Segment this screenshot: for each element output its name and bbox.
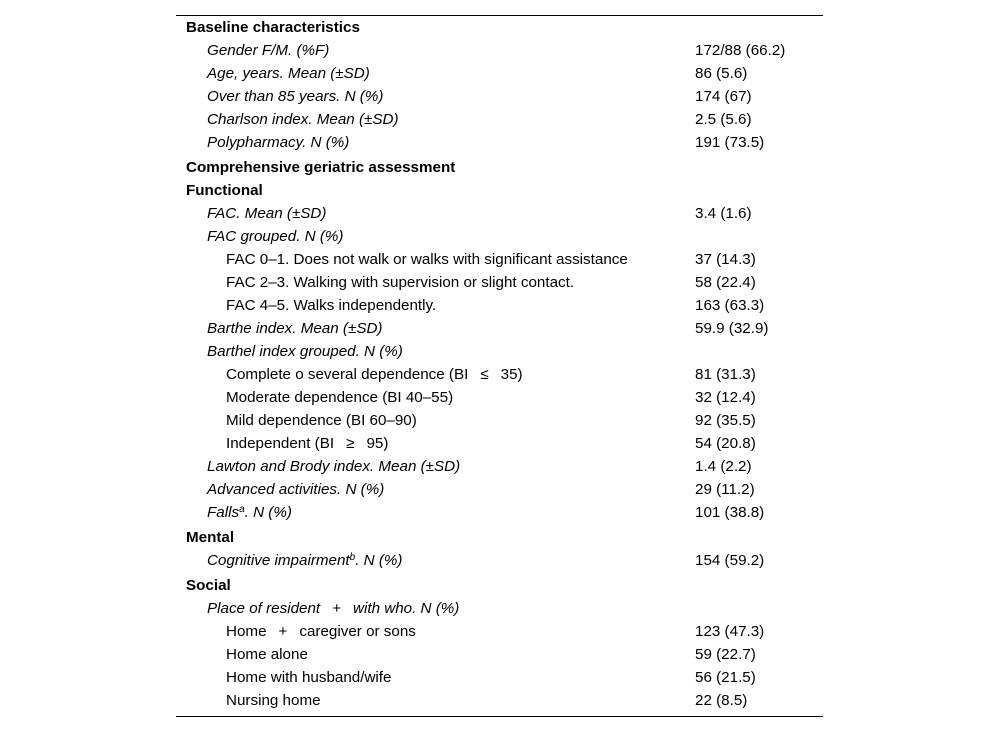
- row-label: FAC. Mean (±SD): [207, 205, 327, 222]
- row-value: 29 (11.2): [695, 481, 755, 498]
- row-label: [226, 620, 416, 643]
- row-label-text: Complete o several dependence (BI: [226, 366, 469, 383]
- table-row: [176, 643, 823, 666]
- row-label: [207, 501, 292, 524]
- row-label-text: 95): [366, 435, 389, 452]
- row-value: 154 (59.2): [695, 552, 765, 569]
- table-row: [176, 271, 823, 294]
- row-label: Nursing home: [226, 692, 321, 709]
- row-value: 81 (31.3): [695, 366, 756, 383]
- row-value: 174 (67): [695, 88, 752, 105]
- table-row: [176, 386, 823, 409]
- row-label: [226, 363, 523, 386]
- footnote-marker: a: [239, 504, 245, 515]
- row-value: 59 (22.7): [695, 646, 756, 663]
- row-label: Baseline characteristics: [186, 19, 360, 36]
- table-row: [176, 409, 823, 432]
- table-row: [176, 202, 823, 225]
- table-row: [176, 317, 823, 340]
- row-label-text: . N (%): [355, 552, 403, 569]
- row-value: 32 (12.4): [695, 389, 756, 406]
- characteristics-table: [176, 15, 823, 717]
- row-label: FAC 4–5. Walks independently.: [226, 297, 437, 314]
- row-value: 22 (8.5): [695, 692, 748, 709]
- row-value: 101 (38.8): [695, 504, 765, 521]
- table-row: [176, 85, 823, 108]
- row-value: 86 (5.6): [695, 65, 748, 82]
- row-label: Polypharmacy. N (%): [207, 134, 350, 151]
- table-row: [176, 432, 823, 455]
- row-label: [207, 597, 459, 620]
- row-label: [226, 432, 388, 455]
- section-header-row: [176, 156, 823, 179]
- table-row: [176, 225, 823, 248]
- table-row: [176, 478, 823, 501]
- row-value: 37 (14.3): [695, 251, 756, 268]
- section-header-row: [176, 16, 823, 39]
- row-value: 172/88 (66.2): [695, 42, 786, 59]
- row-label: Home with husband/wife: [226, 669, 392, 686]
- row-value: 58 (22.4): [695, 274, 756, 291]
- row-value: 163 (63.3): [695, 297, 765, 314]
- row-label-text: 35): [500, 366, 523, 383]
- footnote-marker: b: [349, 552, 356, 563]
- math-symbol: +: [332, 600, 342, 617]
- table-row: [176, 340, 823, 363]
- row-label: FAC 0–1. Does not walk or walks with significant assistance: [226, 251, 628, 268]
- row-label: FAC 2–3. Walking with supervision or slight contact.: [226, 274, 575, 291]
- table-row: [176, 455, 823, 478]
- table-row: [176, 62, 823, 85]
- row-label: FAC grouped. N (%): [207, 228, 344, 245]
- table-row: [176, 131, 823, 154]
- row-label: Age, years. Mean (±SD): [207, 65, 370, 82]
- row-label: Comprehensive geriatric assessment: [186, 159, 456, 176]
- row-label-text: Independent (BI: [226, 435, 335, 452]
- table-row: [176, 597, 823, 620]
- table-row: [176, 39, 823, 62]
- row-label: Gender F/M. (%F): [207, 42, 330, 59]
- row-value: 3.4 (1.6): [695, 205, 752, 222]
- row-label: Social: [186, 577, 231, 594]
- math-symbol: ≥: [346, 435, 355, 452]
- row-label: Charlson index. Mean (±SD): [207, 111, 399, 128]
- table-row: [176, 248, 823, 271]
- table-row: [176, 549, 823, 572]
- row-value: 2.5 (5.6): [695, 111, 752, 128]
- row-label: Mild dependence (BI 60–90): [226, 412, 417, 429]
- section-header-row: [176, 574, 823, 597]
- table-row: [176, 108, 823, 131]
- row-label: Advanced activities. N (%): [207, 481, 385, 498]
- table-row: [176, 294, 823, 317]
- row-value: 123 (47.3): [695, 623, 765, 640]
- row-label: Moderate dependence (BI 40–55): [226, 389, 454, 406]
- row-label-text: Cognitive impairment: [207, 552, 350, 569]
- math-symbol: +: [278, 623, 288, 640]
- row-label: [207, 549, 402, 572]
- row-value: 1.4 (2.2): [695, 458, 752, 475]
- row-label: Mental: [186, 529, 235, 546]
- table-row: [176, 666, 823, 689]
- row-label: Functional: [186, 182, 263, 199]
- table-row: [176, 689, 823, 712]
- row-label-text: Place of resident: [207, 600, 321, 617]
- row-label-text: caregiver or sons: [299, 623, 416, 640]
- table-row: [176, 620, 823, 643]
- row-label-text: with who. N (%): [353, 600, 460, 617]
- row-label: Barthel index grouped. N (%): [207, 343, 403, 360]
- row-label-text: Home: [226, 623, 267, 640]
- row-value: 56 (21.5): [695, 669, 756, 686]
- row-value: 54 (20.8): [695, 435, 756, 452]
- row-label: Lawton and Brody index. Mean (±SD): [207, 458, 461, 475]
- row-label-text: . N (%): [244, 504, 292, 521]
- math-symbol: ≤: [480, 366, 489, 383]
- row-label-text: Falls: [207, 504, 240, 521]
- row-label: Barthe index. Mean (±SD): [207, 320, 383, 337]
- table-row: [176, 363, 823, 386]
- row-value: 59.9 (32.9): [695, 320, 769, 337]
- section-header-row: [176, 526, 823, 549]
- row-value: 191 (73.5): [695, 134, 765, 151]
- row-label: Over than 85 years. N (%): [207, 88, 384, 105]
- row-label: Home alone: [226, 646, 308, 663]
- section-header-row: [176, 179, 823, 202]
- table-row: [176, 501, 823, 524]
- row-value: 92 (35.5): [695, 412, 756, 429]
